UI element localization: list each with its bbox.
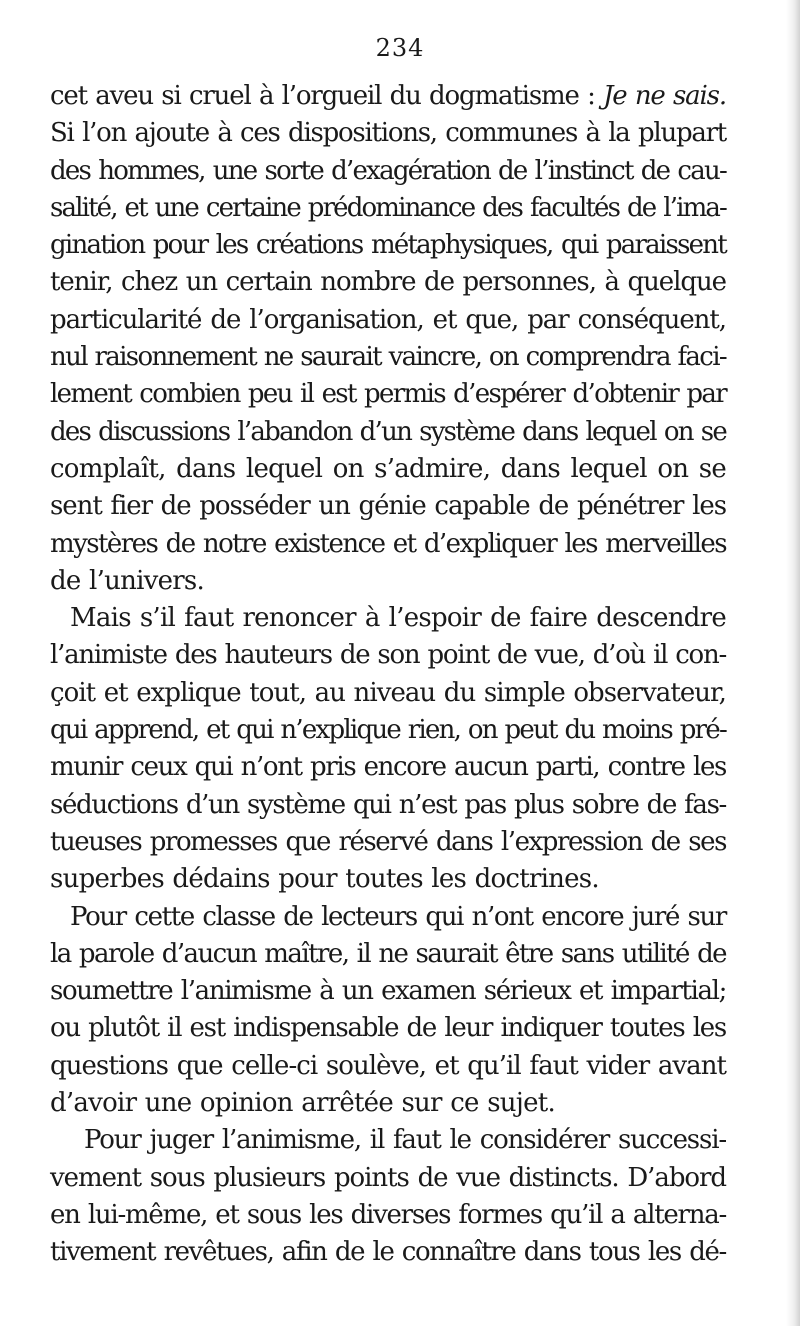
text-line: questions que celle-ci soulève, et qu’il faut vider avant	[50, 1050, 726, 1081]
text-line: tueuses promesses que réservé dans l’expression de ses	[50, 826, 726, 857]
text-line: particularité de l’organisation, et que, par conséquent,	[50, 304, 726, 335]
page-number: 234	[375, 34, 425, 62]
text-line: mystères de notre existence et d’expliquer les merveilles	[50, 528, 726, 559]
text-line: Pour cette classe de lecteurs qui n’ont encore juré sur	[70, 901, 726, 932]
italic-phrase: Je ne sais.	[603, 81, 726, 111]
text-line: tenir, chez un certain nombre de personnes, à quelque	[50, 267, 726, 298]
text-line: nul raisonnement ne saurait vaincre, on comprendra faci-	[50, 342, 726, 373]
text-line: superbes dédains pour toutes les doctrines.	[50, 864, 599, 895]
text-line: qui apprend, et qui n’explique rien, on peut du moins pré-	[50, 715, 726, 746]
text-line: soumettre l’animisme à un examen sérieux et impartial;	[50, 976, 726, 1007]
text-line: ou plutôt il est indispensable de leur indiquer toutes les	[50, 1013, 726, 1044]
text-line: en lui-même, et sous les diverses formes qu’il a alterna-	[50, 1199, 726, 1230]
text-line: l’animiste des hauteurs de son point de vue, d’où il con-	[50, 640, 726, 671]
text-line: vement sous plusieurs points de vue distincts. D’abord	[50, 1162, 726, 1193]
text-line: Mais s’il faut renoncer à l’espoir de faire descendre	[70, 603, 726, 634]
text-line: des hommes, une sorte d’exagération de l’instinct de cau-	[50, 155, 726, 186]
text-line: salité, et une certaine prédominance des facultés de l’ima-	[50, 192, 726, 223]
body-text	[50, 78, 726, 1272]
text-line: Si l’on ajoute à ces dispositions, communes à la plupart	[50, 118, 726, 149]
text-line: sent fier de posséder un génie capable de pénétrer les	[50, 491, 726, 522]
text-line: gination pour les créations métaphysiques, qui paraissent	[50, 230, 726, 261]
text-line: des discussions l’abandon d’un système dans lequel on se	[50, 416, 726, 447]
text-line: la parole d’aucun maître, il ne saurait être sans utilité de	[50, 938, 726, 969]
text-line: de l’univers.	[50, 565, 205, 596]
text-line: munir ceux qui n’ont pris encore aucun parti, contre les	[50, 752, 726, 783]
text-line: d’avoir une opinion arrêtée sur ce sujet.	[50, 1088, 555, 1119]
text-line: séductions d’un système qui n’est pas plus sobre de fas-	[50, 789, 726, 820]
scan-edge-shadow	[786, 0, 800, 1326]
text-line: Pour juger l’animisme, il faut le considérer successi-	[84, 1125, 726, 1156]
text-line: tivement revêtues, afin de le connaître dans tous les dé-	[50, 1237, 726, 1268]
text-line: çoit et explique tout, au niveau du simple observateur,	[50, 677, 726, 708]
text-line: lement combien peu il est permis d’espérer d’obtenir par	[50, 379, 726, 410]
text-line: complaît, dans lequel on s’admire, dans lequel on se	[50, 453, 726, 484]
text-line: cet aveu si cruel à l’orgueil du dogmatisme : Je ne sais.	[50, 81, 726, 111]
